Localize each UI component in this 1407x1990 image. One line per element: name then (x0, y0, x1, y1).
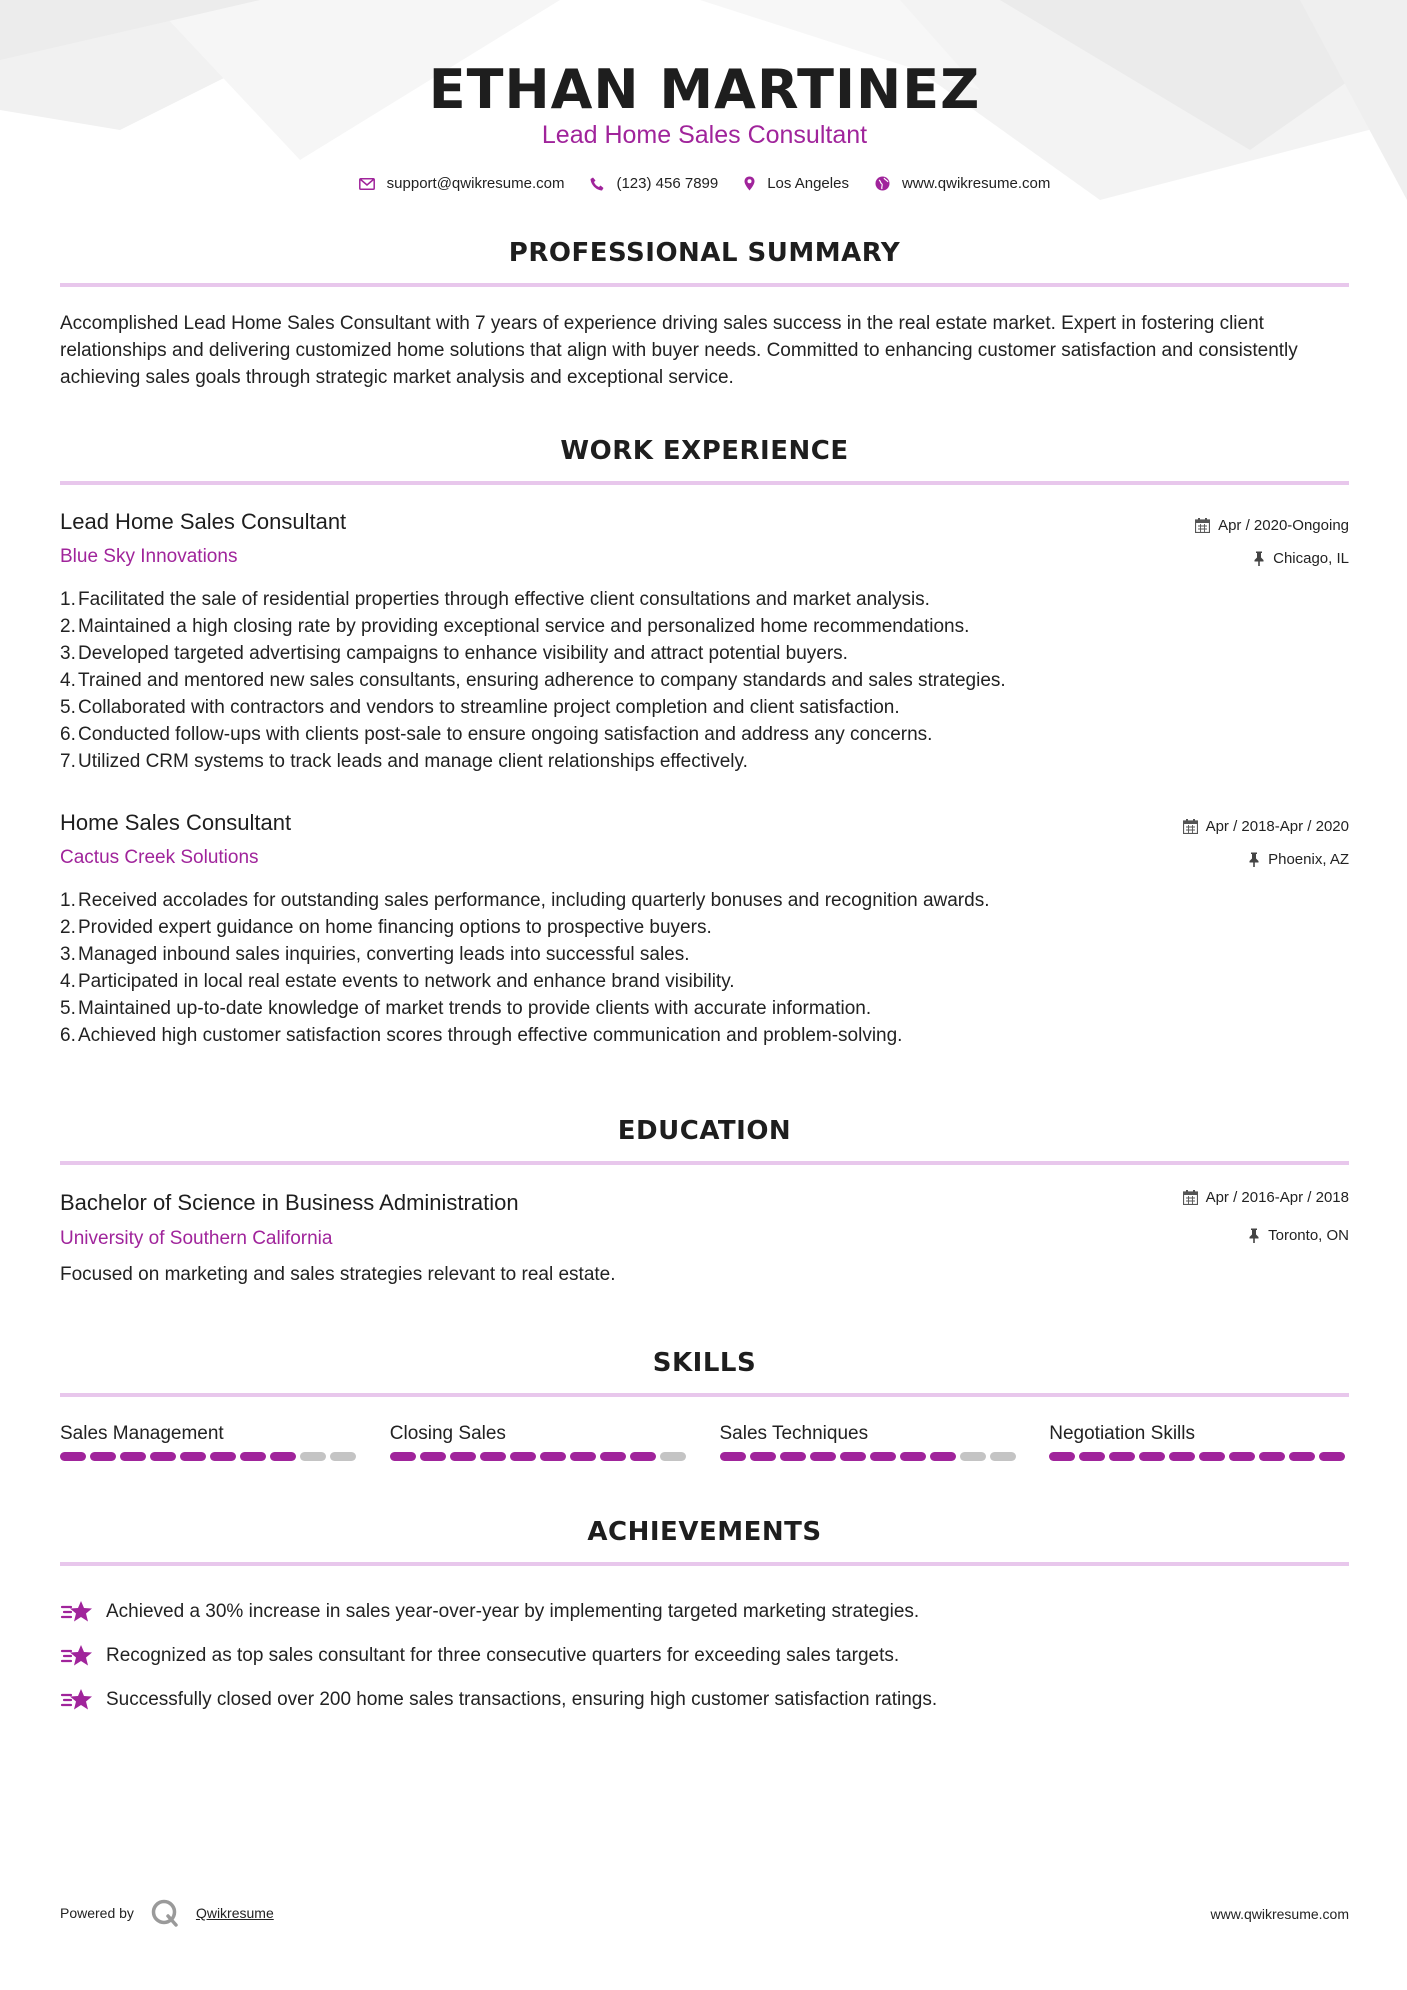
skill-level-dot (1229, 1452, 1255, 1461)
job-location-text: Phoenix, AZ (1268, 851, 1349, 868)
skill-level-dot (810, 1452, 836, 1461)
skill-item (1049, 1422, 1349, 1461)
education-description: Focused on marketing and sales strategies relevant to real estate. (60, 1264, 616, 1285)
skill-item (720, 1422, 1020, 1461)
skill-level-dot (1199, 1452, 1225, 1461)
skill-level-dot (750, 1452, 776, 1461)
envelope-icon (359, 178, 375, 190)
summary-divider (60, 283, 1349, 287)
job-company: Cactus Creek Solutions (60, 847, 259, 868)
list-item: 7. Utilized CRM systems to track leads and manage client relationships effectively. (60, 751, 748, 772)
job-bullets (60, 586, 1349, 775)
school-name: University of Southern California (60, 1228, 333, 1249)
contact-email-text: support@qwikresume.com (386, 175, 565, 192)
skill-rating (390, 1452, 690, 1461)
job-dates-text: Apr / 2020-Ongoing (1218, 517, 1349, 534)
experience-divider (60, 481, 1349, 485)
skill-level-dot (540, 1452, 566, 1461)
skill-name: Negotiation Skills (1049, 1423, 1195, 1444)
skill-rating (60, 1452, 360, 1461)
achievements-list (60, 1590, 1349, 1722)
skill-level-dot (450, 1452, 476, 1461)
achievements-heading: ACHIEVEMENTS (587, 1517, 822, 1547)
skill-level-dot (870, 1452, 896, 1461)
list-item: 5. Collaborated with contractors and vendors to streamline project completion and client satisfaction. (60, 697, 900, 718)
list-item: Recognized as top sales consultant for three consecutive quarters for exceeding sales targets. (60, 1634, 1349, 1678)
candidate-name: ETHAN MARTINEZ (428, 58, 981, 121)
list-item: 3. Developed targeted advertising campaigns to enhance visibility and attract potential buyers. (60, 643, 848, 664)
skill-level-dot (330, 1452, 356, 1461)
qwikresume-logo-icon (150, 1898, 180, 1928)
skill-level-dot (840, 1452, 866, 1461)
education-location (1248, 1227, 1349, 1244)
map-pin-icon (744, 176, 755, 191)
globe-icon (875, 176, 890, 191)
skill-level-dot (1259, 1452, 1285, 1461)
skill-level-dot (570, 1452, 596, 1461)
footer-website[interactable]: www.qwikresume.com (1210, 1906, 1349, 1922)
skill-level-dot (1079, 1452, 1105, 1461)
skills-heading: SKILLS (652, 1348, 757, 1378)
education-dates (1183, 1189, 1349, 1206)
skill-level-dot (780, 1452, 806, 1461)
job-title: Lead Home Sales Consultant (60, 509, 347, 534)
list-item: 5. Maintained up-to-date knowledge of market trends to provide clients with accurate information. (60, 998, 872, 1019)
skill-level-dot (630, 1452, 656, 1461)
skill-level-dot (1319, 1452, 1345, 1461)
education-location-text: Toronto, ON (1268, 1227, 1349, 1244)
shooting-star-icon (60, 1599, 94, 1625)
skill-level-dot (1049, 1452, 1075, 1461)
qwikresume-link[interactable]: Qwikresume (195, 1905, 274, 1921)
achievements-divider (60, 1562, 1349, 1566)
job-dates-text: Apr / 2018-Apr / 2020 (1205, 818, 1349, 835)
contact-location (744, 175, 849, 192)
skill-item (390, 1422, 690, 1461)
contact-location-text: Los Angeles (767, 175, 849, 192)
job-dates (1183, 818, 1349, 835)
skill-level-dot (900, 1452, 926, 1461)
skill-level-dot (60, 1452, 86, 1461)
skills-divider (60, 1393, 1349, 1397)
education-dates-text: Apr / 2016-Apr / 2018 (1205, 1189, 1349, 1206)
candidate-title: Lead Home Sales Consultant (541, 121, 868, 149)
list-item: 2. Provided expert guidance on home financing options to prospective buyers. (60, 917, 712, 938)
calendar-icon (1195, 518, 1210, 533)
skill-level-dot (990, 1452, 1016, 1461)
skill-rating (1049, 1452, 1349, 1461)
contact-phone[interactable] (590, 175, 718, 192)
skill-level-dot (1169, 1452, 1195, 1461)
skill-level-dot (420, 1452, 446, 1461)
skill-rating (720, 1452, 1020, 1461)
pushpin-icon (1253, 551, 1265, 566)
phone-icon (590, 177, 604, 191)
skill-level-dot (660, 1452, 686, 1461)
job-location-text: Chicago, IL (1273, 550, 1349, 567)
calendar-icon (1183, 819, 1198, 834)
experience-heading: WORK EXPERIENCE (560, 436, 849, 466)
list-item: 1. Received accolades for outstanding sales performance, including quarterly bonuses and recognition awards. (60, 890, 990, 911)
list-item: 4. Participated in local real estate events to network and enhance brand visibility. (60, 971, 735, 992)
list-item: Achieved a 30% increase in sales year-over-year by implementing targeted marketing strategies. (60, 1590, 1349, 1634)
education-heading: EDUCATION (617, 1116, 792, 1146)
skill-level-dot (390, 1452, 416, 1461)
list-item: Successfully closed over 200 home sales transactions, ensuring high customer satisfaction ratings. (60, 1678, 1349, 1722)
skill-level-dot (210, 1452, 236, 1461)
skill-level-dot (480, 1452, 506, 1461)
shooting-star-icon (60, 1643, 94, 1669)
skills-grid (60, 1422, 1349, 1461)
skill-level-dot (120, 1452, 146, 1461)
skill-name: Closing Sales (389, 1423, 506, 1444)
skill-name: Sales Management (60, 1423, 224, 1444)
skill-level-dot (600, 1452, 626, 1461)
skill-level-dot (930, 1452, 956, 1461)
list-item: 2. Maintained a high closing rate by providing exceptional service and personalized home recommendations. (60, 616, 970, 637)
list-item: 6. Conducted follow-ups with clients post-sale to ensure ongoing satisfaction and address any concerns. (60, 724, 933, 745)
footer-powered-by (60, 1898, 274, 1928)
job-location (1253, 550, 1349, 567)
skill-level-dot (1109, 1452, 1135, 1461)
pushpin-icon (1248, 852, 1260, 867)
job-bullets (60, 887, 1349, 1049)
job-company: Blue Sky Innovations (60, 546, 238, 567)
skill-level-dot (180, 1452, 206, 1461)
summary-text: Accomplished Lead Home Sales Consultant with 7 years of experience driving sales success in the real estate market. Expert in fostering client relationships and delivering customized home solutions that align with buyer needs. Committed to enhancing customer satisfaction and consistently achieving sales goals through strategic market analysis and exceptional service. (60, 313, 1298, 388)
contact-website-text: www.qwikresume.com (901, 175, 1051, 192)
summary-heading: PROFESSIONAL SUMMARY (508, 238, 901, 268)
education-divider (60, 1161, 1349, 1165)
pushpin-icon (1248, 1228, 1260, 1243)
contact-bar (60, 175, 1349, 192)
skill-item (60, 1422, 360, 1461)
list-item: 3. Managed inbound sales inquiries, converting leads into successful sales. (60, 944, 690, 965)
skill-level-dot (720, 1452, 746, 1461)
contact-email[interactable] (359, 175, 565, 192)
job-title: Home Sales Consultant (60, 810, 292, 835)
skill-level-dot (270, 1452, 296, 1461)
skill-level-dot (960, 1452, 986, 1461)
contact-website[interactable] (875, 175, 1050, 192)
degree-title: Bachelor of Science in Business Administration (60, 1190, 519, 1215)
skill-level-dot (150, 1452, 176, 1461)
list-item: 4. Trained and mentored new sales consultants, ensuring adherence to company standards and sales strategies. (60, 670, 1006, 691)
skill-level-dot (1139, 1452, 1165, 1461)
list-item: 1. Facilitated the sale of residential properties through effective client consultations and market analysis. (60, 589, 930, 610)
skill-level-dot (1289, 1452, 1315, 1461)
skill-level-dot (510, 1452, 536, 1461)
skill-level-dot (240, 1452, 266, 1461)
list-item: 6. Achieved high customer satisfaction scores through effective communication and problem-solving. (60, 1025, 903, 1046)
shooting-star-icon (60, 1687, 94, 1713)
skill-level-dot (90, 1452, 116, 1461)
job-location (1248, 851, 1349, 868)
job-dates (1195, 517, 1349, 534)
skill-level-dot (300, 1452, 326, 1461)
skill-name: Sales Techniques (719, 1423, 869, 1444)
contact-phone-text: (123) 456 7899 (616, 175, 719, 192)
calendar-icon (1183, 1190, 1198, 1205)
powered-by-label: Powered by (60, 1905, 134, 1921)
